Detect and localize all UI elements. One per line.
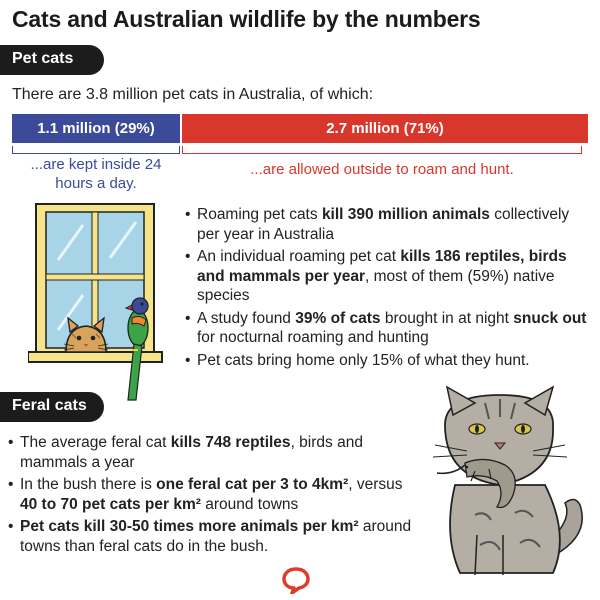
speech-bubble-logo-icon xyxy=(281,566,311,594)
list-item: • In the bush there is one feral cat per 3 to 4km², versus 40 to 70 pet cats per km² around towns xyxy=(8,475,418,514)
page-title: Cats and Australian wildlife by the numbers xyxy=(12,6,481,32)
list-item: • Pet cats kill 30-50 times more animals per km² around towns than feral cats do in the bush. xyxy=(8,517,418,556)
list-item: • A study found 39% of cats brought in at night snuck out for nocturnal roaming and hunting xyxy=(185,309,590,348)
list-item: • Roaming pet cats kill 390 million animals collectively per year in Australia xyxy=(185,205,590,244)
bracket-outside xyxy=(182,146,582,154)
pet-cats-bullet-list xyxy=(185,205,590,373)
list-item: • An individual roaming pet cat kills 186 reptiles, birds and mammals per year, most of them (59%) native species xyxy=(185,247,590,306)
tabby-cat-with-lizard-illustration xyxy=(405,385,595,580)
note-allowed-outside: ...are allowed outside to roam and hunt. xyxy=(250,161,514,178)
feral-cats-bullet-list xyxy=(8,433,418,559)
list-item: • Pet cats bring home only 15% of what they hunt. xyxy=(185,351,590,371)
intro-text: There are 3.8 million pet cats in Australia, of which: xyxy=(12,86,374,103)
bar-allowed-outside xyxy=(182,114,588,143)
section-tag-pet-cats: Pet cats xyxy=(0,45,104,75)
bracket-inside xyxy=(12,146,180,154)
bar-allowed-outside-label: 2.7 million (71%) xyxy=(326,120,444,137)
note-kept-inside: ...are kept inside 24 hours a day. xyxy=(30,156,162,192)
list-item: • The average feral cat kills 748 reptiles, birds and mammals a year xyxy=(8,433,418,472)
bar-kept-inside-label: 1.1 million (29%) xyxy=(37,120,155,137)
window-with-cat-and-parrot-illustration xyxy=(28,200,178,410)
section-tag-feral-cats: Feral cats xyxy=(0,392,104,422)
bar-kept-inside xyxy=(12,114,180,143)
